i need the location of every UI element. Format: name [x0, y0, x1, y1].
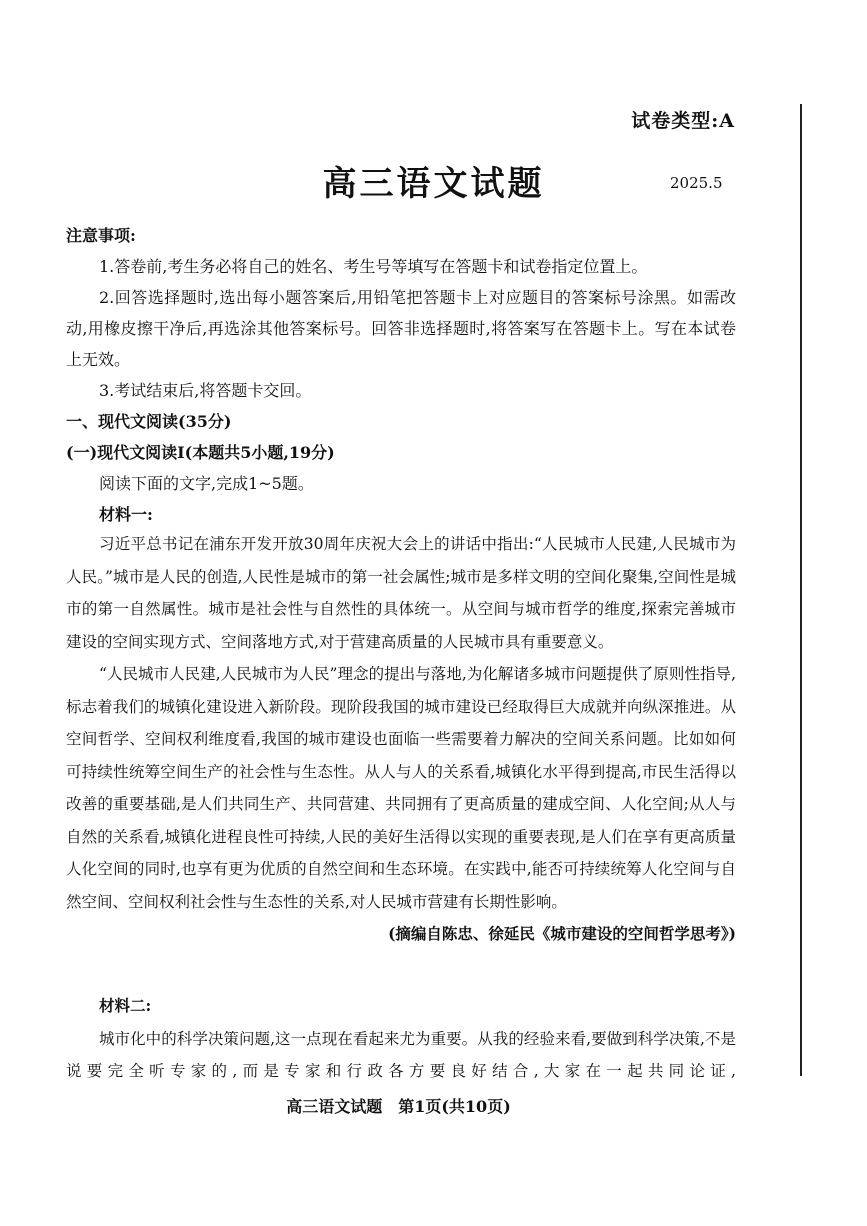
section-heading: 一、现代文阅读(35分): [66, 412, 232, 431]
exam-date: 2025.5: [670, 174, 723, 192]
material1-source: (摘编自陈忠、徐延民《城市建设的空间哲学思考》): [388, 924, 736, 943]
material1-paragraph-2: “人民城市人民建,人民城市为人民”理念的提出与落地,为化解诸多城市问题提供了原则性指导,标志着我们的城镇化建设进入新阶段。现阶段我国的城市建设已经取得巨大成就并向纵深推进。从空间哲学、空间权利维度看,我国的城市建设也面临一些需要着力解决的空间关系问题。比如如何可持续性统筹空间生产的社会性与生态性。从人与人的关系看,城镇化水平得到提高,市民生活得以改善的重要基础,是人们共同生产、共同营建、共同拥有了更高质量的建成空间、人化空间;从人与自然的关系看,城镇化进程良性可持续,人民的美好生活得以实现的重要表现,是人们在享有更高质量人化空间的同时,也享有更为优质的自然空间和生态环境。在实践中,能否可持续统筹人化空间与自然空间、空间权利社会性与生态性的关系,对人民城市营建有长期性影响。: [66, 665, 736, 911]
notice-item-1: 1.答卷前,考生务必将自己的姓名、考生号等填写在答题卡和试卷指定位置上。: [99, 257, 648, 276]
material1-paragraph-1: 习近平总书记在浦东开发开放30周年庆祝大会上的讲话中指出:“人民城市人民建,人民城市为人民。”城市是人民的创造,人民性是城市的第一社会属性;城市是多样文明的空间化聚集,空间性是城市的第一自然属性。城市是社会性与自然性的具体统一。从空间与城市哲学的维度,探索完善城市建设的空间实现方式、空间落地方式,对于营建高质量的人民城市具有重要意义。: [66, 535, 736, 651]
material1-block: [66, 528, 736, 951]
material2-label: 材料二:: [99, 996, 152, 1015]
page-title: 高三语文试题: [322, 164, 545, 204]
paper-type-label: 试卷类型:A: [631, 110, 735, 132]
page-footer: 高三语文试题 第1页(共10页): [286, 1097, 511, 1116]
section-instruction: 阅读下面的文字,完成1~5题。: [99, 474, 314, 493]
margin-rule: [800, 104, 802, 1076]
notice-item-2: 2.回答选择题时,选出每小题答案后,用铅笔把答题卡上对应题目的答案标号涂黑。如需改动,用橡皮擦干净后,再选涂其他答案标号。回答非选择题时,将答案写在答题卡上。写在本试卷上无效。: [66, 288, 736, 369]
section-block: [66, 406, 736, 530]
notice-item-3: 3.考试结束后,将答题卡交回。: [99, 381, 312, 400]
material2-block: [66, 990, 736, 1088]
notice-heading: 注意事项:: [66, 226, 136, 245]
material1-label: 材料一:: [99, 505, 153, 524]
notice-block: [66, 220, 736, 406]
material2-paragraph-1: 城市化中的科学决策问题,这一点现在看起来尤为重要。从我的经验来看,要做到科学决策,不是说要完全听专家的,而是专家和行政各方要良好结合,大家在一起共同论证,: [66, 1029, 736, 1080]
section-subheading: (一)现代文阅读Ⅰ(本题共5小题,19分): [66, 443, 335, 462]
